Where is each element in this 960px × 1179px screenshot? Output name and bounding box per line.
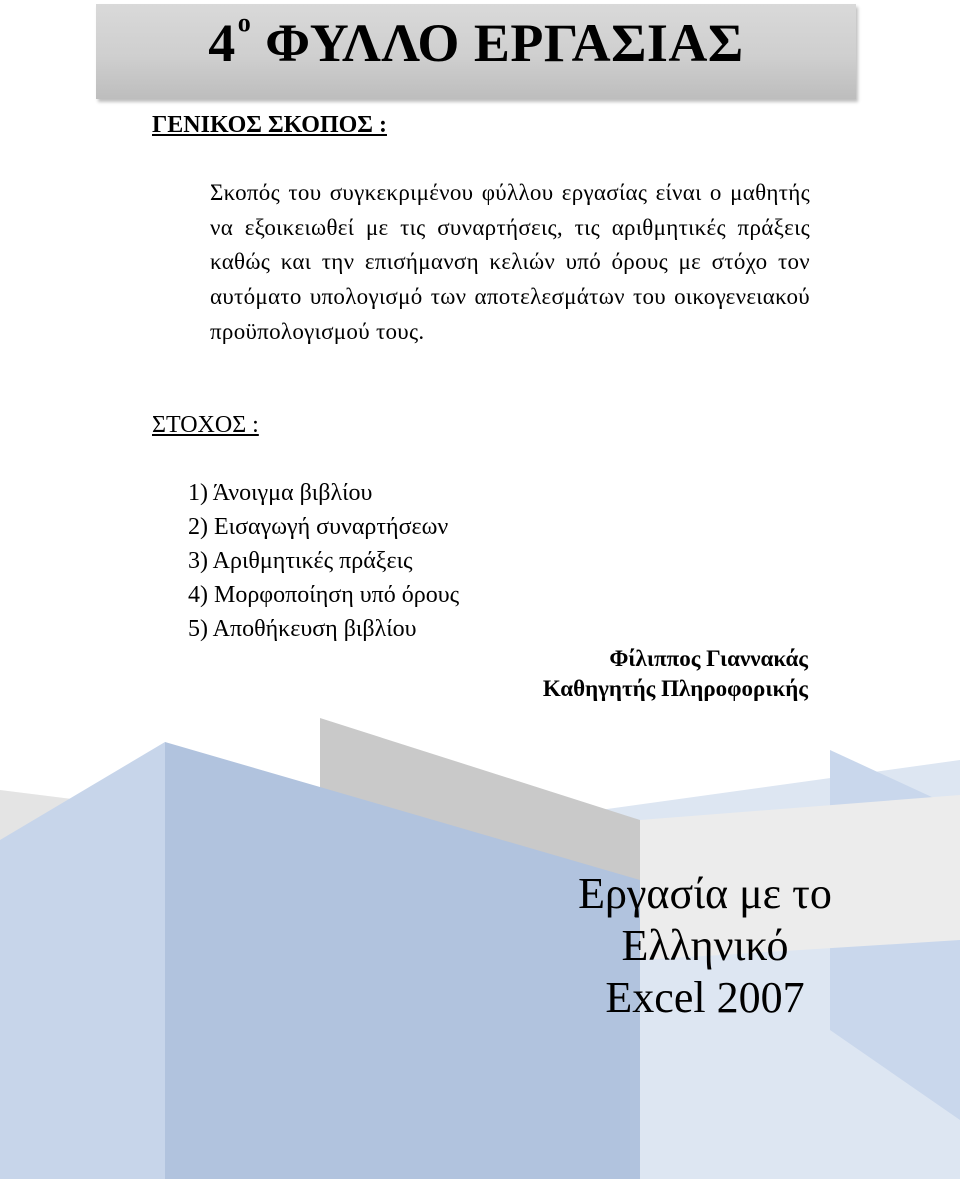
author-block	[543, 644, 808, 704]
goal-item: 5) Αποθήκευση βιβλίου	[188, 616, 417, 642]
author-role: Καθηγητής Πληροφορικής	[542, 676, 808, 701]
title-number: 4	[208, 13, 236, 73]
goal-item: 2) Εισαγωγή συναρτήσεων	[188, 514, 449, 540]
cover-line-3: Excel 2007	[605, 973, 805, 1022]
general-purpose-body: Σκοπός του συγκεκριμένου φύλλου εργασίας είναι ο μαθητής να εξοικειωθεί με τις συναρτήσεις, τις αριθμητικές πράξεις καθώς και την επισήμανση κελιών υπό όρους με στόχο τον αυτόματο υπολογισμό των αποτελεσμάτων του οικογενειακού προϋπολογισμού τους.	[210, 180, 810, 344]
title-text: ΦΥΛΛΟ ΕΡΓΑΣΙΑΣ	[265, 13, 744, 73]
cover-title	[560, 868, 850, 1024]
goal-item: 4) Μορφοποίηση υπό όρους	[188, 582, 460, 608]
title-superscript: ο	[237, 8, 252, 37]
title-banner	[96, 4, 856, 99]
goal-item: 1) Άνοιγμα βιβλίου	[188, 480, 373, 506]
general-purpose-heading: ΓΕΝΙΚΟΣ ΣΚΟΠΟΣ :	[152, 112, 387, 138]
goal-list	[188, 476, 459, 646]
cover-line-1: Εργασία με το	[578, 869, 832, 918]
goal-item: 3) Αριθμητικές πράξεις	[188, 548, 413, 574]
goal-heading: ΣΤΟΧΟΣ :	[152, 412, 259, 438]
author-name: Φίλιππος Γιαννακάς	[609, 646, 808, 671]
page-title	[96, 8, 856, 74]
cover-line-2: Ελληνικό	[621, 921, 789, 970]
